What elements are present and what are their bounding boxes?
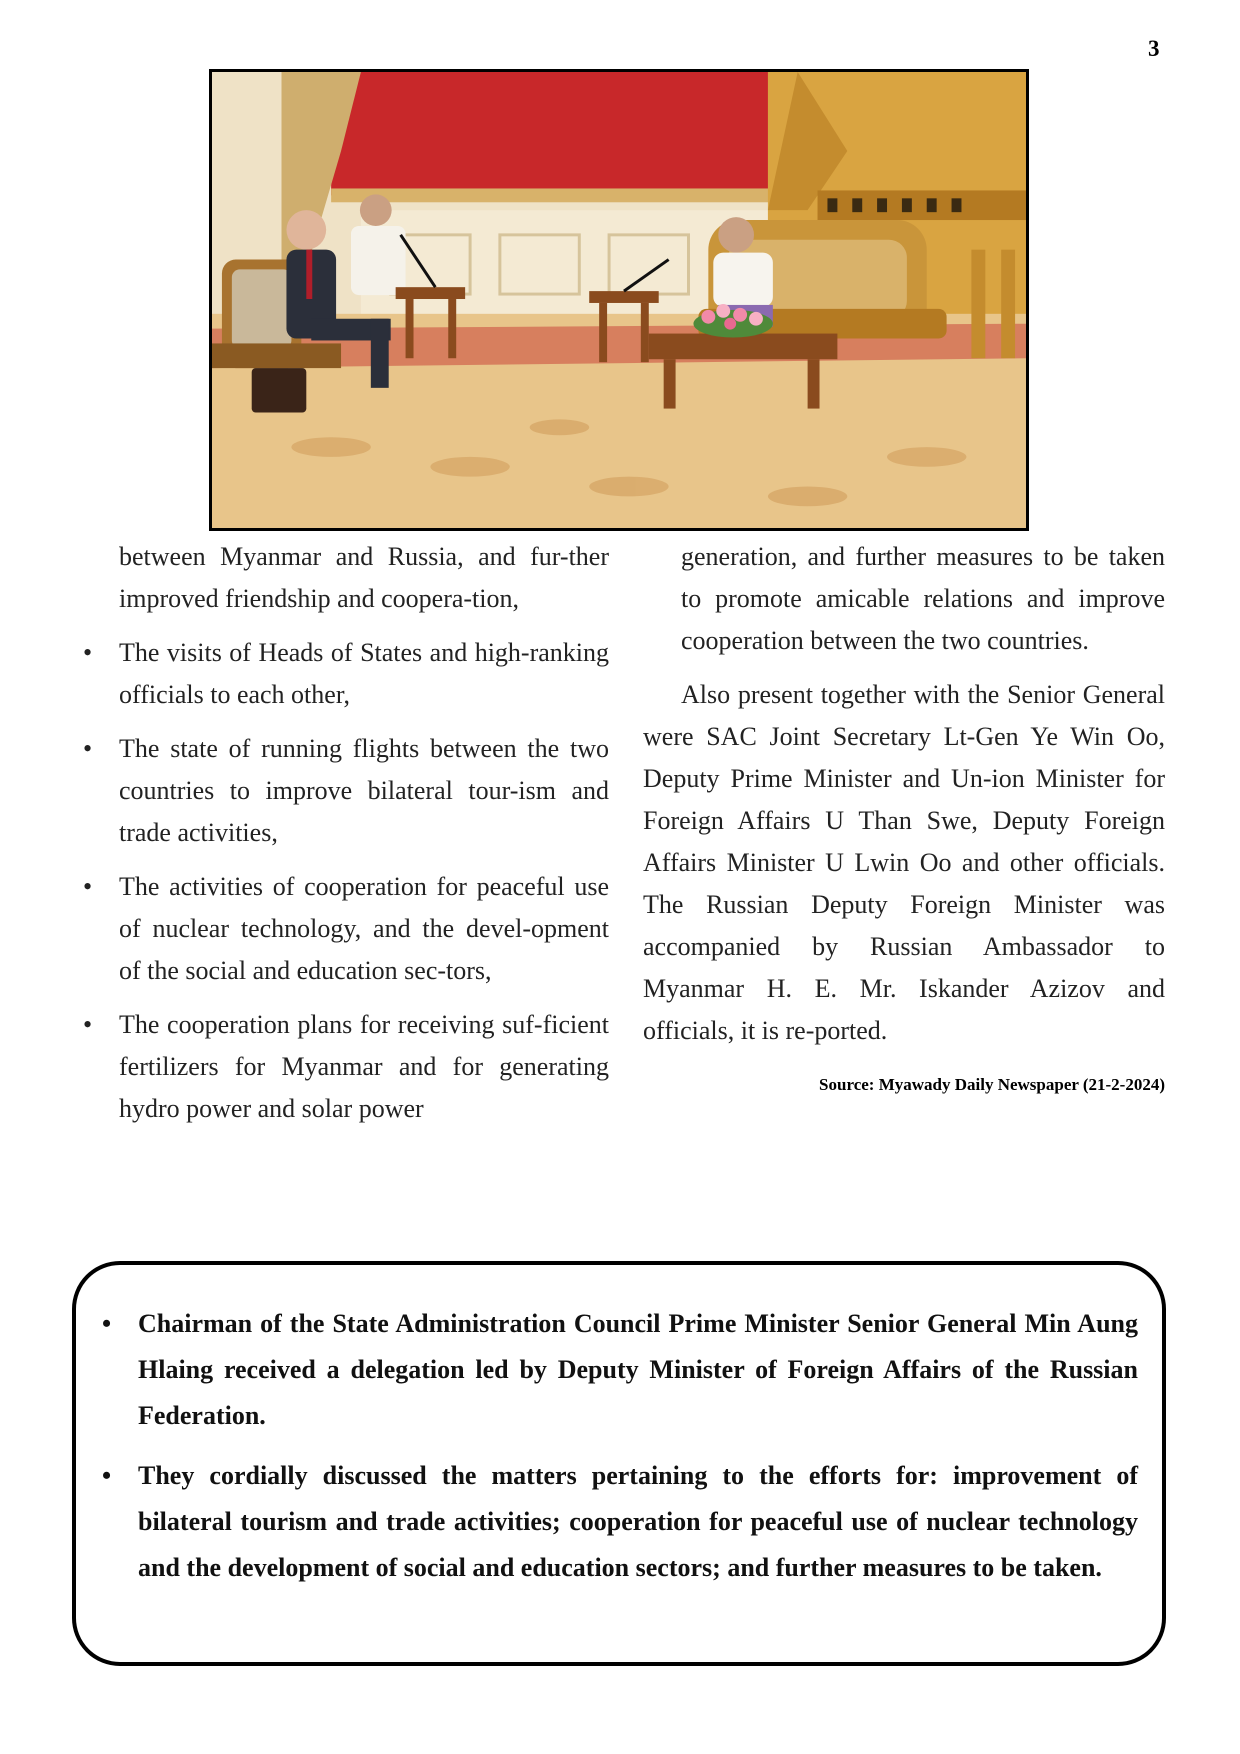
list-item-text: The state of running flights between the two countries to improve bilateral tour-ism and trade activities, [119, 734, 609, 847]
source-citation: Source: Myawady Daily Newspaper (21-2-2024) [819, 1075, 1165, 1094]
list-item [83, 866, 609, 992]
list-item-text: The activities of cooperation for peaceful use of nuclear technology, and the devel-opment of the social and education sec-tors, [119, 872, 609, 985]
summary-list [102, 1301, 1138, 1605]
bullet-icon: • [83, 734, 93, 763]
left-bullet-list [83, 632, 609, 1130]
list-item-text: The visits of Heads of States and high-ranking officials to each other, [119, 638, 609, 709]
summary-item [102, 1301, 1138, 1439]
meeting-photo [209, 69, 1029, 531]
summary-item [102, 1453, 1138, 1591]
list-item [83, 1004, 609, 1130]
attendees-paragraph: Also present together with the Senior General were SAC Joint Secretary Lt-Gen Ye Win Oo, Deputy Prime Minister and Un-ion Minister for Foreign Affairs U Than Swe, Deputy Foreign Affairs Minister U Lwin Oo and other officials. The Russian Deputy Foreign Minister was accompanied by Russian Ambassador to Myanmar H. E. Mr. Iskander Azizov and officials, it is re-ported. [643, 680, 1165, 1045]
meeting-photo-illustration [212, 72, 1026, 528]
page-number: 3 [1148, 36, 1160, 61]
bullet-icon: • [83, 872, 93, 901]
bullet-icon: • [83, 638, 93, 667]
left-continued-text: between Myanmar and Russia, and fur-ther improved friendship and coopera-tion, [119, 542, 609, 613]
list-item [83, 632, 609, 716]
right-continued-text: generation, and further measures to be taken to promote amicable relations and improve cooperation between the two countries. [681, 542, 1165, 655]
bullet-icon: • [102, 1461, 112, 1490]
right-text-column [643, 536, 1165, 1096]
summary-box [72, 1261, 1166, 1666]
summary-item-text: Chairman of the State Administration Council Prime Minister Senior General Min Aung Hlaing received a delegation led by Deputy Minister of Foreign Affairs of the Russian Federation. [138, 1309, 1138, 1430]
left-text-column [83, 536, 609, 1142]
list-item [83, 728, 609, 854]
bullet-icon: • [102, 1309, 112, 1338]
summary-item-text: They cordially discussed the matters pertaining to the efforts for: improvement of bilateral tourism and trade activities; cooperation for peaceful use of nuclear technology and the development of social and education sectors; and further measures to be taken. [138, 1461, 1138, 1582]
list-item-text: The cooperation plans for receiving suf-ficient fertilizers for Myanmar and for generating hydro power and solar power [119, 1010, 609, 1123]
bullet-icon: • [83, 1010, 93, 1039]
